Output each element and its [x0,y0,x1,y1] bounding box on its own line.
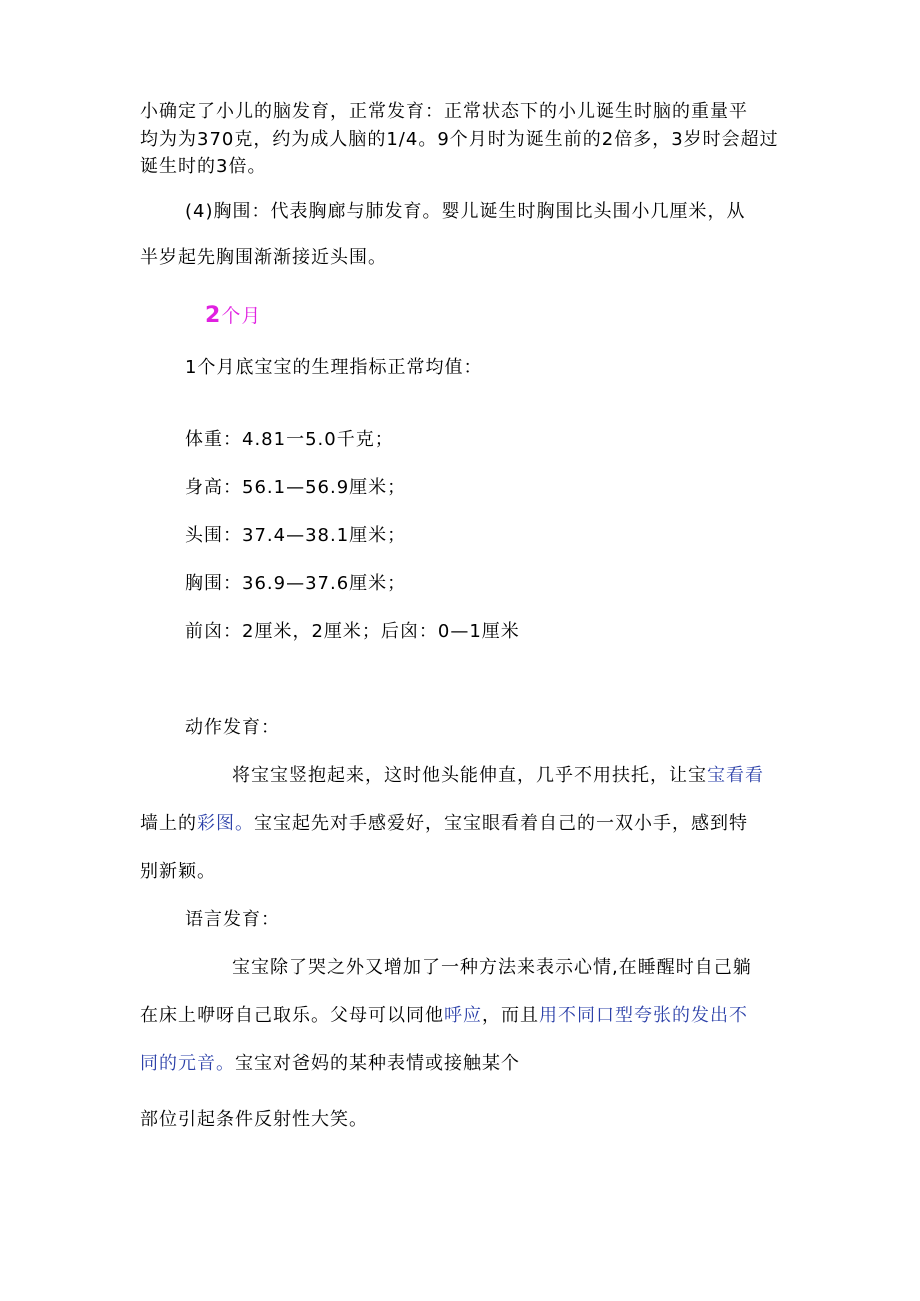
paragraph-brain-line-3: 诞生时的3倍。 [140,156,267,177]
motor-line-3: 别新颖。 [140,861,216,882]
language-line-1: 宝宝除了哭之外又增加了一种方法来表示心情,在睡醒时自己躺 [232,957,752,978]
motor-line-2-highlight: 彩图。 [197,813,254,834]
language-line-3-highlight: 同的元音。 [140,1053,235,1074]
metrics-intro: 1个月底宝宝的生理指标正常均值： [185,357,483,378]
motor-line-2 [140,812,748,836]
language-line-3 [140,1052,520,1076]
heading-number: 2 [205,303,222,328]
paragraph-brain-line-2: 均为为370克，约为成人脑的1/4。9个月时为诞生前的2倍多，3岁时会超过 [140,129,779,150]
language-line-2-highlight-b: 用不同口型夸张的发出不 [539,1005,748,1026]
metric-height: 身高：56.1—56.9厘米； [185,477,407,498]
paragraph-brain-line-1: 小确定了小儿的脑发育，正常发育：正常状态下的小儿诞生时脑的重量平 [140,101,748,122]
language-line-2 [140,1004,748,1028]
metric-chest-circumference: 胸围：36.9—37.6厘米； [185,573,407,594]
section-heading-2-months [205,304,261,328]
metric-weight: 体重：4.81一5.0千克； [185,429,394,450]
paragraph-chest-line-2: 半岁起先胸围渐渐接近头围。 [140,247,387,268]
motor-line-1-highlight: 宝看看 [707,765,764,786]
language-line-2-highlight-a: 呼应 [444,1005,482,1026]
motor-line-2-text-a: 墙上的 [140,813,197,834]
language-development-title: 语言发育： [185,909,280,930]
language-line-4: 部位引起条件反射性大笑。 [140,1109,368,1130]
motor-development-title: 动作发育： [185,717,280,738]
paragraph-chest-line-1: (4)胸围：代表胸廊与肺发育。婴儿诞生时胸围比头围小几厘米，从 [185,201,746,222]
language-line-2-text-b: ，而且 [482,1005,539,1026]
metric-head-circumference: 头围：37.4—38.1厘米； [185,525,407,546]
metric-fontanel: 前囟：2厘米，2厘米；后囟：0—1厘米 [185,621,520,642]
language-line-2-text-a: 在床上咿呀自己取乐。父母可以同他 [140,1005,444,1026]
motor-line-1 [232,764,764,788]
motor-line-2-text-b: 宝宝起先对手感爱好，宝宝眼看着自己的一双小手，感到特 [254,813,748,834]
language-line-3-text: 宝宝对爸妈的某种表情或接触某个 [235,1053,520,1074]
heading-unit: 个月 [221,305,262,327]
motor-line-1-text: 将宝宝竖抱起来，这时他头能伸直，几乎不用扶托，让宝 [232,765,707,786]
